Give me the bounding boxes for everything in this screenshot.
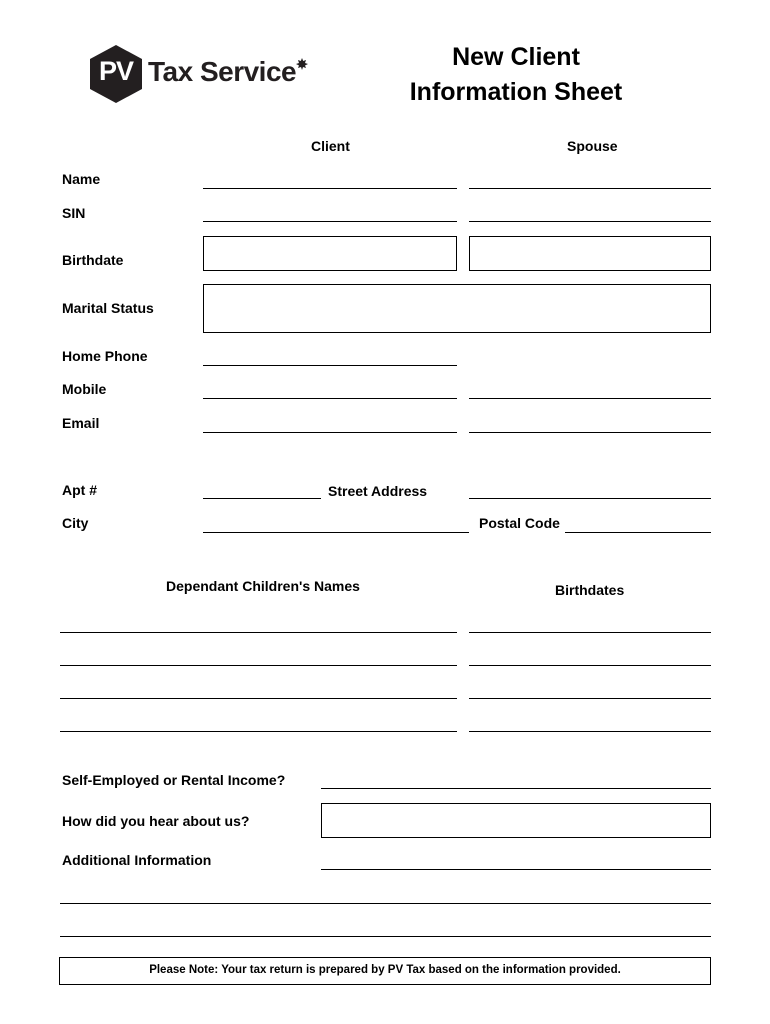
- client-email-field[interactable]: [203, 432, 457, 433]
- label-name: Name: [62, 171, 101, 187]
- logo: [88, 44, 318, 104]
- label-additional-information: Additional Information: [62, 852, 212, 868]
- additional-information-line-2[interactable]: [60, 903, 711, 904]
- column-header-spouse: Spouse: [567, 138, 618, 154]
- label-hear-about-us: How did you hear about us?: [62, 813, 250, 829]
- self-employed-field[interactable]: [321, 788, 711, 789]
- child-name-field-3[interactable]: [60, 698, 457, 699]
- child-name-field-1[interactable]: [60, 632, 457, 633]
- label-home-phone: Home Phone: [62, 348, 148, 364]
- child-name-field-4[interactable]: [60, 731, 457, 732]
- footer-note: Please Note: Your tax return is prepared by PV Tax based on the information provided.: [149, 964, 621, 976]
- children-names-header: Dependant Children's Names: [166, 578, 360, 594]
- client-name-field[interactable]: [203, 188, 457, 189]
- label-self-employed: Self-Employed or Rental Income?: [62, 772, 286, 788]
- label-city: City: [62, 515, 89, 531]
- label-marital-status: Marital Status: [62, 300, 154, 316]
- apt-field[interactable]: [203, 498, 321, 499]
- city-field[interactable]: [203, 532, 469, 533]
- logo-initials: PV: [98, 56, 134, 86]
- logo-name: Tax Service: [148, 56, 297, 87]
- label-birthdate: Birthdate: [62, 252, 124, 268]
- page-title-line1: New Client: [452, 43, 580, 71]
- label-sin: SIN: [62, 205, 86, 221]
- client-sin-field[interactable]: [203, 221, 457, 222]
- postal-code-field[interactable]: [565, 532, 711, 533]
- spouse-birthdate-field[interactable]: [469, 236, 711, 271]
- spouse-email-field[interactable]: [469, 432, 711, 433]
- additional-information-field[interactable]: [321, 869, 711, 870]
- child-birthdate-field-1[interactable]: [469, 632, 711, 633]
- child-name-field-2[interactable]: [60, 665, 457, 666]
- label-postal-code: Postal Code: [479, 515, 560, 531]
- children-birthdates-header: Birthdates: [555, 582, 625, 598]
- label-email: Email: [62, 415, 100, 431]
- spouse-mobile-field[interactable]: [469, 398, 711, 399]
- label-apt: Apt #: [62, 482, 97, 498]
- child-birthdate-field-4[interactable]: [469, 731, 711, 732]
- page-title-line2: Information Sheet: [409, 78, 623, 106]
- maple-leaf-icon: [296, 58, 308, 70]
- column-header-client: Client: [311, 138, 350, 154]
- label-street-address: Street Address: [328, 483, 428, 499]
- label-mobile: Mobile: [62, 381, 107, 397]
- marital-status-field[interactable]: [203, 284, 711, 333]
- child-birthdate-field-2[interactable]: [469, 665, 711, 666]
- hear-about-us-field[interactable]: [321, 803, 711, 838]
- street-address-field[interactable]: [469, 498, 711, 499]
- additional-information-line-3[interactable]: [60, 936, 711, 937]
- client-mobile-field[interactable]: [203, 398, 457, 399]
- child-birthdate-field-3[interactable]: [469, 698, 711, 699]
- spouse-name-field[interactable]: [469, 188, 711, 189]
- client-birthdate-field[interactable]: [203, 236, 457, 271]
- home-phone-field[interactable]: [203, 365, 457, 366]
- spouse-sin-field[interactable]: [469, 221, 711, 222]
